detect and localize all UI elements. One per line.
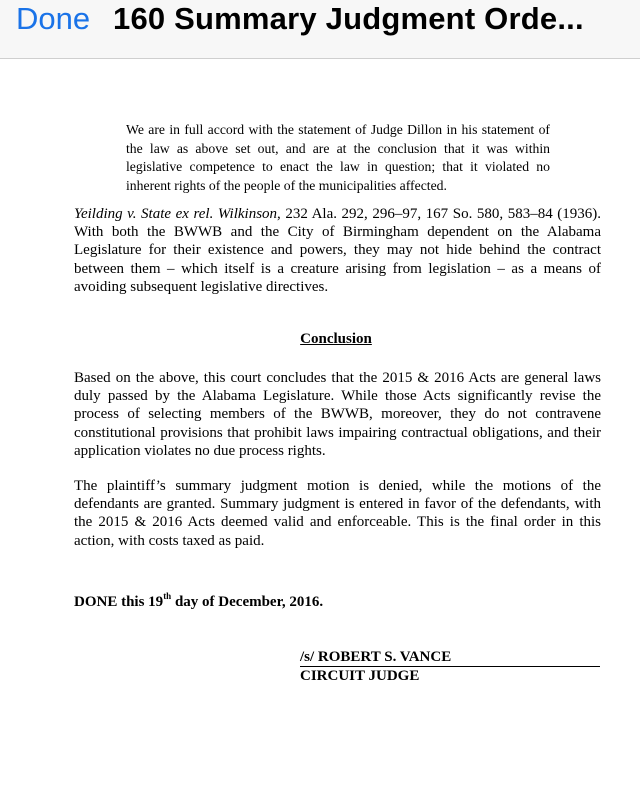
document-page[interactable] <box>0 59 640 795</box>
done-date-ordinal: th <box>163 591 172 601</box>
done-button[interactable]: Done <box>16 1 91 36</box>
case-name: Yeilding v. State ex rel. Wilkinson <box>74 206 278 222</box>
order-paragraph: The plaintiff’s summary judgment motion is denied, while the motions of the defendants are granted. Summary judgment is entered in favor of the defendants, with the 2015 & 2016 Acts deemed valid and enforceable. This is the final order in this action, with costs taxed as paid. <box>74 478 601 549</box>
done-date-prefix: DONE this 19 <box>74 594 164 610</box>
citation-paragraph <box>74 205 601 296</box>
done-date-line <box>74 591 324 611</box>
conclusion-heading: Conclusion <box>300 331 372 347</box>
citation-text: , 232 Ala. 292, 296–97, 167 So. 580, 583–84 (1936). With both the BWWB and the City of Birmingham dependent on the Alabama Legislature for their existence and powers, they may not hide behind the contract between them – which itself is a creature arising from legislation – as a means of avoiding subsequent legislative directives. <box>74 206 601 295</box>
block-quote: We are in full accord with the statement of Judge Dillon in his statement of the law as above set out, and are at the conclusion that it was within legislative competence to enact the law in question; that it violated no inherent rights of the people of the municipalities affected. <box>126 122 550 193</box>
conclusion-paragraph: Based on the above, this court concludes that the 2015 & 2016 Acts are general laws duly passed by the Alabama Legislature. While those Acts significantly revise the process of selecting members of the BWWB, moreover, they do not contravene constitutional provisions that prohibit laws impairing contractual obligations, and their application violates no due process rights. <box>74 370 601 459</box>
document-title: 160 Summary Judgment Orde... <box>113 1 584 36</box>
judge-title: CIRCUIT JUDGE <box>300 668 420 684</box>
judge-signature: /s/ ROBERT S. VANCE <box>300 648 600 667</box>
navigation-bar <box>0 0 640 59</box>
done-date-rest: day of December, 2016. <box>171 594 324 610</box>
